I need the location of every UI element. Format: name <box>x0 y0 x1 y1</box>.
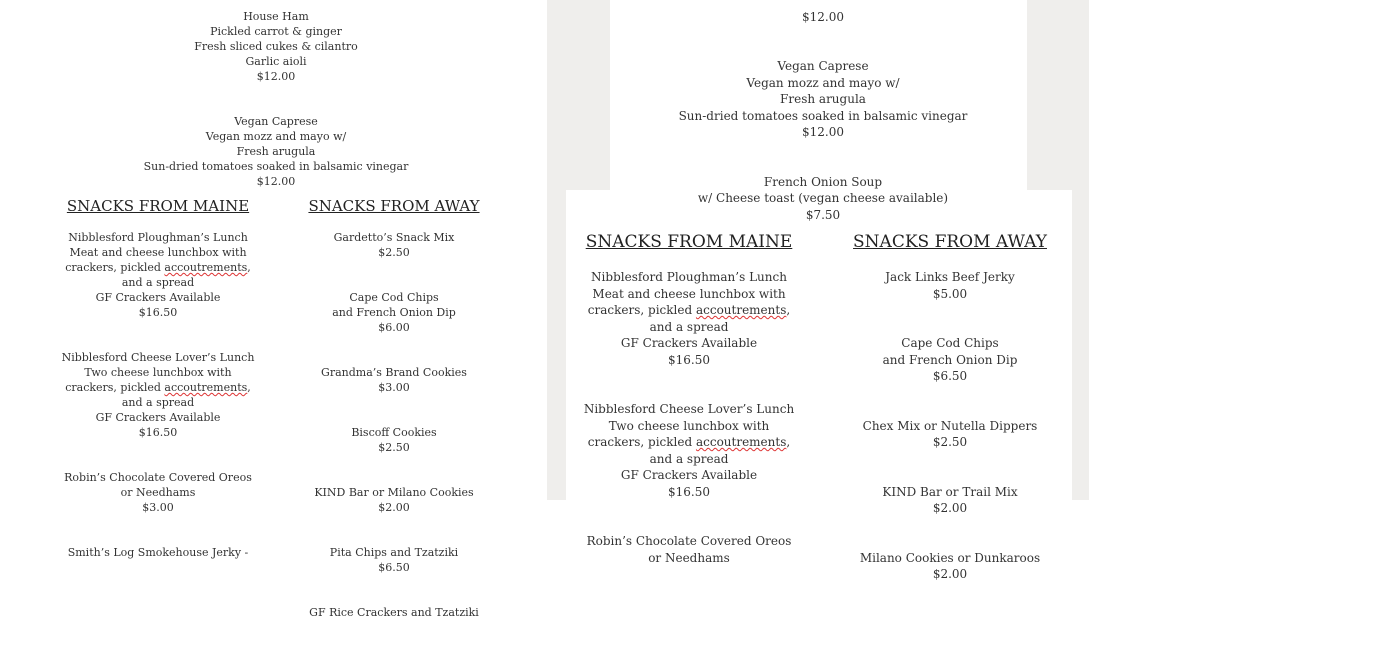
section-heading: SNACKS FROM AWAY <box>853 231 1047 252</box>
menu-item: Robin’s Chocolate Covered Oreos or Needhams $3.00 <box>64 471 252 514</box>
section-heading: SNACKS FROM MAINE <box>66 197 250 215</box>
menu-item: Cape Cod Chips and French Onion Dip $6.50 <box>882 336 1018 383</box>
right-away-column <box>830 214 1070 616</box>
left-away-column <box>284 182 504 650</box>
menu-item: Gardetto’s Snack Mix $2.50 <box>333 231 455 259</box>
right-maine-column <box>569 214 809 599</box>
left-maine-column <box>48 182 268 590</box>
menu-item: Cape Cod Chips and French Onion Dip $6.00 <box>332 291 456 334</box>
menu-item: Vegan Caprese Vegan mozz and mayo w/ Fresh arugula Sun-dried tomatoes soaked in balsamic vinegar $12.00 <box>678 59 968 139</box>
menu-item: Nibblesford Cheese Lover’s Lunch Two cheese lunchbox with crackers, pickled accoutrements, and a spread GF Crackers Available $16.50 <box>583 402 795 499</box>
menu-item: Biscoff Cookies $2.50 <box>351 426 437 454</box>
menu-item: Nibblesford Ploughman’s Lunch Meat and cheese lunchbox with crackers, pickled accoutrements, and a spread GF Crackers Available $16.50 <box>65 231 251 319</box>
menu-item: French Onion Soup w/ Cheese toast (vegan cheese available) $7.50 <box>697 174 949 222</box>
menu-item: KIND Bar or Milano Cookies $2.00 <box>314 486 474 514</box>
menu-item: House Ham Pickled carrot & ginger Fresh sliced cukes & cilantro Garlic aioli $12.00 <box>194 10 358 83</box>
menu-item: GF Rice Crackers and Tzatziki <box>309 606 479 619</box>
section-heading: SNACKS FROM MAINE <box>585 231 793 252</box>
menu-item: Vegan Caprese Vegan mozz and mayo w/ Fresh arugula Sun-dried tomatoes soaked in balsamic vinegar $12.00 <box>143 115 409 188</box>
spellcheck-underline: accoutrements <box>164 381 248 394</box>
menu-item: Jack Links Beef Jerky $5.00 <box>885 270 1015 301</box>
menu-item: Robin’s Chocolate Covered Oreos or Needhams <box>586 534 792 565</box>
menu-item: Grandma’s Brand Cookies $3.00 <box>321 366 467 394</box>
menu-item: Chex Mix or Nutella Dippers $2.50 <box>862 418 1038 449</box>
spellcheck-underline: accoutrements <box>695 435 787 449</box>
menu-item: KIND Bar or Trail Mix $2.00 <box>882 484 1018 515</box>
spellcheck-underline: accoutrements <box>695 303 787 317</box>
section-heading: SNACKS FROM AWAY <box>308 197 480 215</box>
menu-item: Milano Cookies or Dunkaroos $2.00 <box>859 550 1041 581</box>
spellcheck-underline: accoutrements <box>164 261 248 274</box>
menu-item: Smith’s Log Smokehouse Jerky - <box>67 546 249 559</box>
menu-item: Nibblesford Cheese Lover’s Lunch Two cheese lunchbox with crackers, pickled accoutrements, and a spread GF Crackers Available $16.50 <box>61 351 255 439</box>
menu-item: Pita Chips and Tzatziki $6.50 <box>329 546 459 574</box>
menu-item: Nibblesford Ploughman’s Lunch Meat and cheese lunchbox with crackers, pickled accoutrements, and a spread GF Crackers Available $16.50 <box>587 270 791 367</box>
menu-item: $12.00 <box>802 9 844 24</box>
